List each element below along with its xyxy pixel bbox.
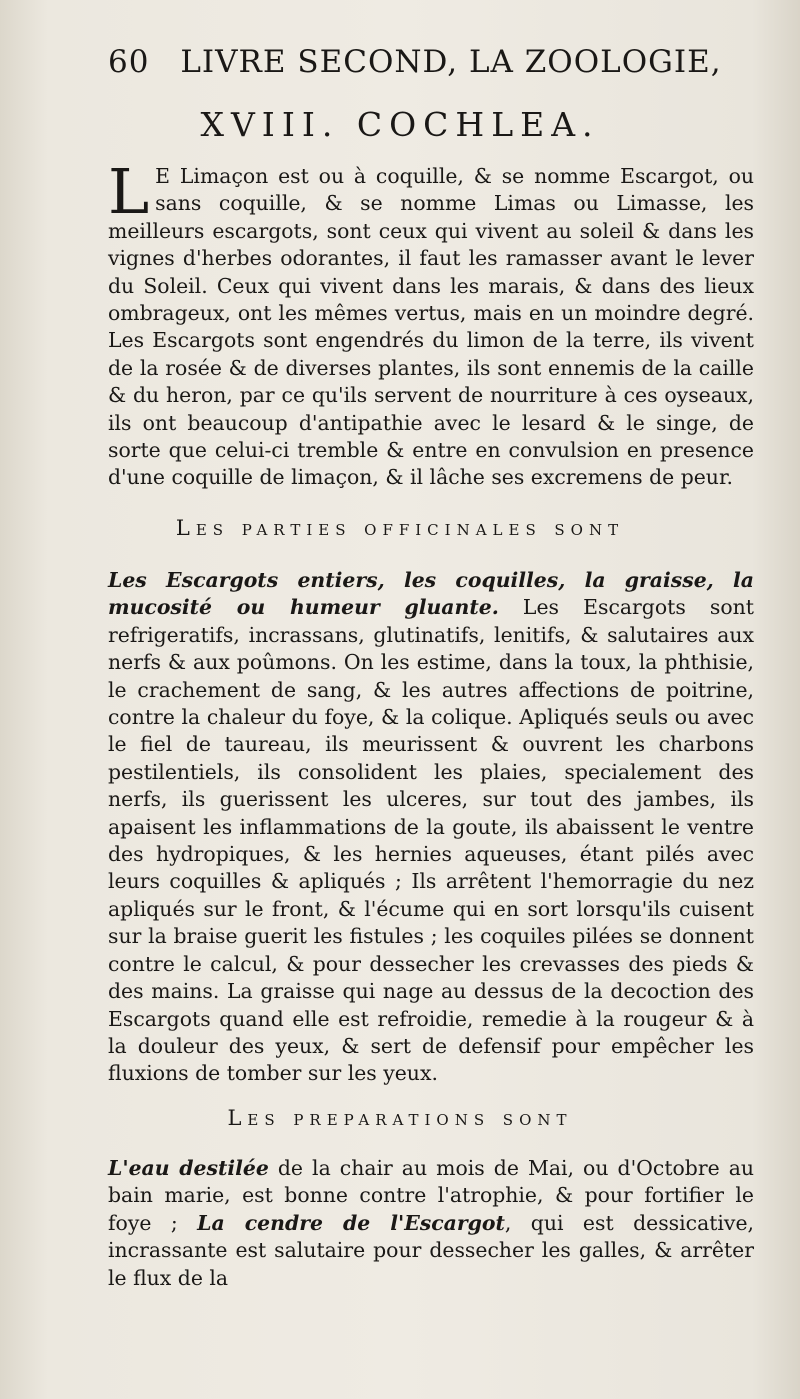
- parties-text: Les Escargots sont refrigeratifs, incrassans, glutinatifs, lenitifs, & salutaires aux nerfs & aux poûmons. On les estime, dans la toux, la phthisie, le crachement de sang, & les autres affections de poitrine, contre la chaleur du foye, & la colique. Apliqués seuls ou avec le fiel de taureau, ils meurissent & ouvrent les charbons pestilentiels, ils consolident les plaies, specialement des nerfs, ils guerissent les ulceres, sur tout des jambes, ils apaisent les inflammations de la goute, ils abaissent le ventre des hydropiques, & les hernies aqueuses, étant pilés avec leurs coquilles & apliqués ; Ils arrêtent l'hemorragie du nez apliqués sur le front, & l'écume qui en sort lorsqu'ils cuisent sur la braise guerit les fistules ; les coquiles pilées se donnent contre le calcul, & pour dessecher les crevasses des pieds & des mains. La graisse qui nage au dessus de la decoction des Escargots quand elle est refroidie, remedie à la rougeur & à la douleur des yeux, & sert de defensif pour empêcher les fluxions de tomber sur les yeux.: [108, 595, 754, 1086]
- intro-paragraph: [108, 155, 754, 492]
- section-heading-parties: Les parties officinales sont: [175, 516, 625, 540]
- preparation-lead-eau: L'eau destilée: [108, 1156, 269, 1180]
- intro-text: E Limaçon est ou à coquille, & se nomme Escargot, ou sans coquille, & se nomme Limas ou Limasse, les meilleurs escargots, sont ceux qui vivent au soleil & dans les vignes d'herbes odorantes, il faut les ramasser avant le lever du Soleil. Ceux qui vivent dans les marais, & dans des lieux ombrageux, ont les mêmes vertus, mais en un moindre degré. Les Escargots sont engendrés du limon de la terre, ils vivent de la rosée & de diverses plantes, ils sont ennemis de la caille & du heron, par ce qu'ils servent de nourriture à ces oyseaux, ils ont beaucoup d'antipathie avec le lesard & le singe, de sorte que celui-ci tremble & entre en convulsion en presence d'une coquille de limaçon, & il lâche ses excremens de peur.: [108, 164, 754, 490]
- drop-cap: L: [108, 155, 150, 228]
- page-number: 60: [108, 44, 150, 80]
- running-head-title: LIVRE SECOND, LA ZOOLOGIE,: [180, 44, 722, 80]
- running-head: [108, 44, 722, 80]
- parties-lead-text: Les Escargots entiers, les coquilles, la graisse, la mucosité ou humeur gluante.: [108, 568, 754, 620]
- parties-paragraph: [108, 567, 754, 1088]
- preparation-text-cendre: , qui est dessicative, incrassante est salutaire pour dessecher les galles, & arrêter le flux de la: [108, 1210, 755, 1290]
- preparations-paragraph: [108, 1155, 755, 1290]
- preparation-text-eau: de la chair au mois de Mai, ou d'Octobre au bain marie, est bonne contre l'atrophie, & pour fortifier le foye ;: [108, 1156, 754, 1235]
- preparation-lead-cendre: La cendre de l'Escargot: [197, 1210, 505, 1235]
- chapter-title: XVIII. COCHLEA.: [200, 105, 600, 144]
- section-heading-preparations: Les preparations sont: [227, 1106, 573, 1130]
